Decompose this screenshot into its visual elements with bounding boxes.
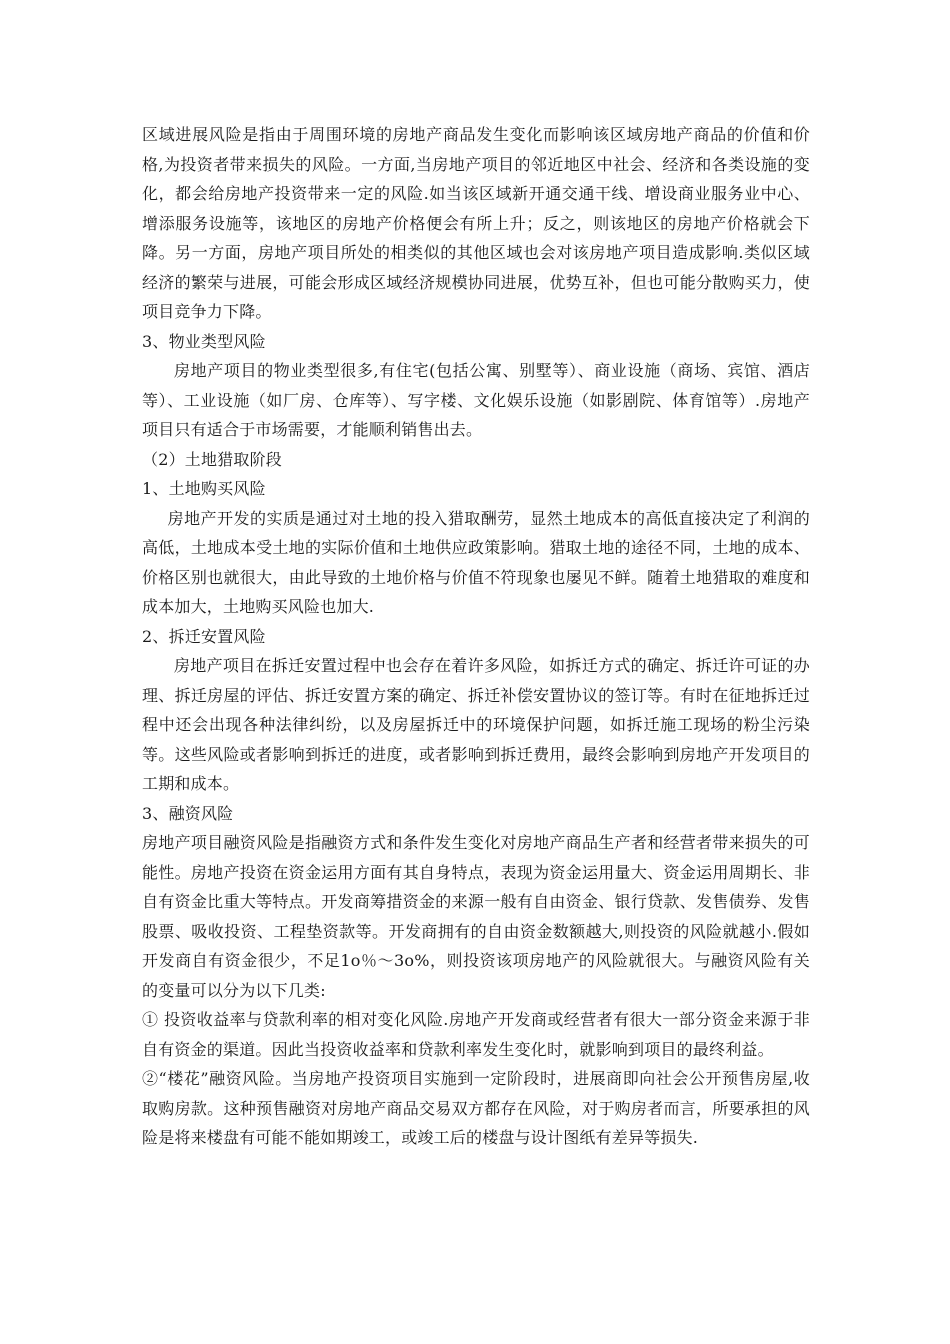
paragraph-item-1-interest-risk: ① 投资收益率与贷款利率的相对变化风险.房地产开发商或经营者有很大一部分资金来源于非自有资金的渠道。因此当投资收益率和贷款利率发生变化时，就影响到项目的最终利益。: [142, 1010, 810, 1059]
heading-relocation-risk: 2、拆迁安置风险: [142, 626, 266, 646]
heading-land-acquisition-stage: （2）土地猎取阶段: [142, 449, 282, 469]
paragraph-financing-risk: 房地产项目融资风险是指融资方式和条件发生变化对房地产商品生产者和经营者带来损失的可能性。房地产投资在资金运用方面有其自身特点，表现为资金运用量大、资金运用周期长、非自有资金比重大等特点。开发商筹措资金的来源一般有自由资金、银行贷款、发售债券、发售股票、吸收投资、工程垫资款等。开发商拥有的自由资金数额越大,则投资的风险就越小.假如开发商自有资金很少，不足1o％～3o%，则投资该项房地产的风险就很大。与融资风险有关的变量可以分为以下几类:: [142, 833, 810, 1000]
paragraph-land-purchase-risk: 房地产开发的实质是通过对土地的投入猎取酬劳，显然土地成本的高低直接决定了利润的高低，土地成本受土地的实际价值和土地供应政策影响。猎取土地的途径不同，土地的成本、价格区别也就很大，由此导致的土地价格与价值不符现象也屡见不鲜。随着土地猎取的难度和成本加大，土地购买风险也加大.: [142, 508, 810, 616]
document-body: [142, 120, 810, 1153]
heading-property-type-risk: 3、物业类型风险: [142, 331, 266, 351]
paragraph-relocation-risk: 房地产项目在拆迁安置过程中也会存在着许多风险，如拆迁方式的确定、拆迁许可证的办理、拆迁房屋的评估、拆迁安置方案的确定、拆迁补偿安置协议的签订等。有时在征地拆迁过程中还会出现各种法律纠纷，以及房屋拆迁中的环境保护问题，如拆迁施工现场的粉尘污染等。这些风险或者影响到拆迁的进度，或者影响到拆迁费用，最终会影响到房地产开发项目的工期和成本。: [142, 656, 810, 793]
paragraph-regional-risk: 区域进展风险是指由于周围环境的房地产商品发生变化而影响该区域房地产商品的价值和价格,为投资者带来损失的风险。一方面,当房地产项目的邻近地区中社会、经济和各类设施的变化，都会给房地产投资带来一定的风险.如当该区域新开通交通干线、增设商业服务业中心、增添服务设施等，该地区的房地产价格便会有所上升；反之，则该地区的房地产价格就会下降。另一方面，房地产项目所处的相类似的其他区域也会对该房地产项目造成影响.类似区域经济的繁荣与进展，可能会形成区域经济规模协同进展，优势互补，但也可能分散购买力，使项目竞争力下降。: [142, 125, 810, 321]
heading-land-purchase-risk: 1、土地购买风险: [142, 479, 266, 498]
heading-financing-risk: 3、融资风险: [142, 803, 234, 823]
paragraph-item-2-presale-risk: ②“楼花”融资风险。当房地产投资项目实施到一定阶段时，进展商即向社会公开预售房屋,收取购房款。这种预售融资对房地产商品交易双方都存在风险，对于购房者而言，所要承担的风险是将来楼盘有可能不能如期竣工，或竣工后的楼盘与设计图纸有差异等损失.: [142, 1069, 810, 1147]
paragraph-property-type-risk: 房地产项目的物业类型很多,有住宅(包括公寓、别墅等）、商业设施（商场、宾馆、酒店等）、工业设施（如厂房、仓库等）、写字楼、文化娱乐设施（如影剧院、体育馆等）.房地产项目只有适合于市场需要，才能顺利销售出去。: [142, 361, 810, 439]
